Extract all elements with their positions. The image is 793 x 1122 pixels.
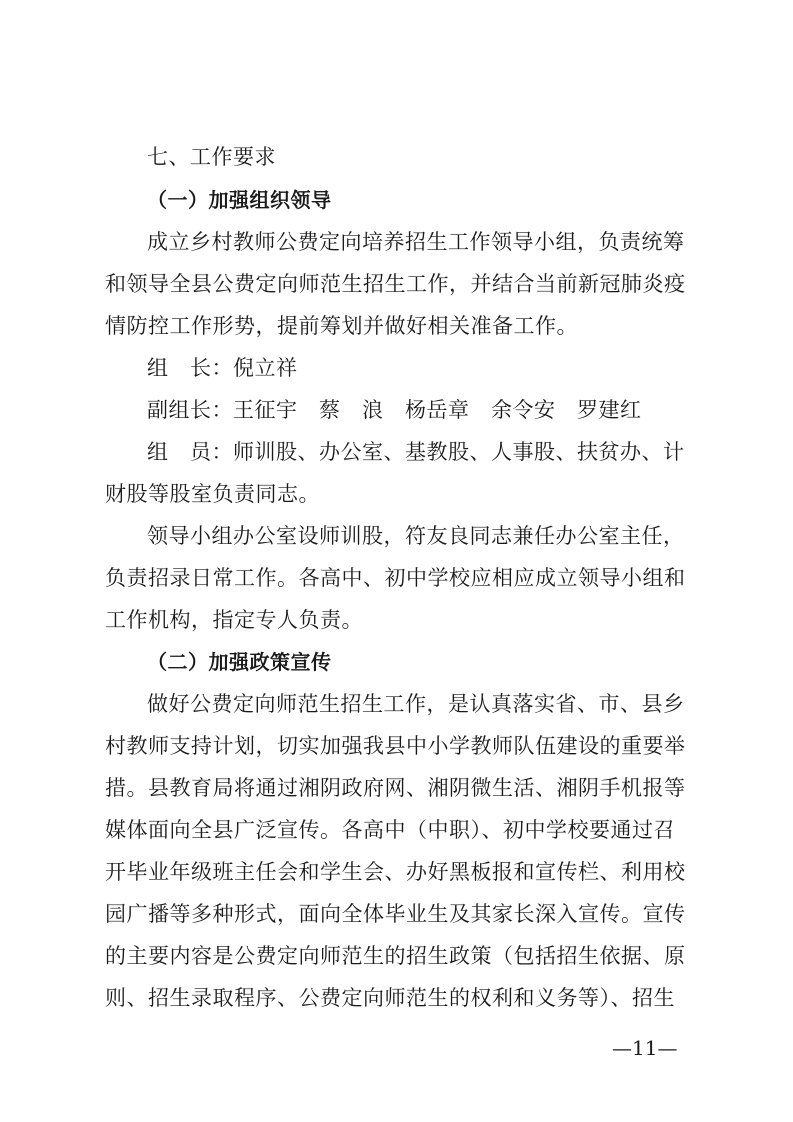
paragraph-line: 工作机构，指定专人负责。: [105, 608, 363, 632]
paragraph-line: 情防控工作形势，提前筹划并做好相关准备工作。: [105, 314, 578, 338]
members-line: 组 员：师训股、办公室、基教股、人事股、扶贫办、计: [147, 440, 685, 464]
paragraph-line: 村教师支持计划，切实加强我县中小学教师队伍建设的重要举: [105, 734, 686, 758]
paragraph-line: 成立乡村教师公费定向培养招生工作领导小组，负责统筹: [147, 230, 685, 254]
leader-line: 组 长：倪立祥: [147, 356, 298, 380]
paragraph-line: 媒体面向全县广泛宣传。各高中（中职）、初中学校要通过召: [105, 818, 675, 842]
page-number: —11—: [612, 1036, 678, 1060]
paragraph-line: 措。县教育局将通过湘阴政府网、湘阴微生活、湘阴手机报等: [105, 776, 686, 800]
paragraph-line: 园广播等多种形式，面向全体毕业生及其家长深入宣传。宣传: [105, 902, 686, 926]
paragraph-line: 领导小组办公室设师训股，符友良同志兼任办公室主任，: [147, 524, 685, 548]
subsection-title-2: （二）加强政策宣传: [147, 650, 332, 674]
subsection-title-1: （一）加强组织领导: [147, 188, 332, 212]
paragraph-line: 的主要内容是公费定向师范生的招生政策（包括招生依据、原: [105, 944, 686, 968]
section-title: 七、工作要求: [147, 145, 276, 169]
paragraph-line: 做好公费定向师范生招生工作，是认真落实省、市、县乡: [147, 692, 685, 716]
deputy-line: 副组长：王征宇 蔡 浪 杨岳章 余令安 罗建红: [147, 398, 642, 422]
paragraph-line: 开毕业年级班主任会和学生会、办好黑板报和宣传栏、利用校: [105, 860, 686, 884]
paragraph-line: 则、招生录取程序、公费定向师范生的权利和义务等）、招生: [105, 986, 675, 1010]
paragraph-line: 负责招录日常工作。各高中、初中学校应相应成立领导小组和: [105, 566, 686, 590]
paragraph-line: 和领导全县公费定向师范生招生工作，并结合当前新冠肺炎疫: [105, 272, 686, 296]
members-line: 财股等股室负责同志。: [105, 482, 320, 506]
